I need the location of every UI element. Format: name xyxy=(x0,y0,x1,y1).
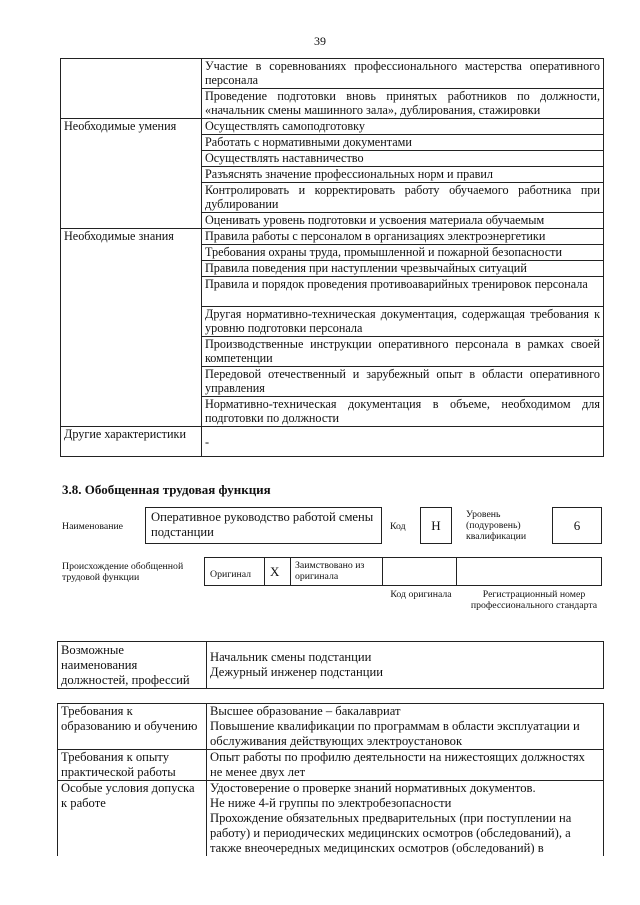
table-cell xyxy=(207,750,604,781)
reg-number-caption: Регистрационный номер профессионального стандарта xyxy=(470,589,598,611)
table-cell: Правила и порядок проведения противоаварийных тренировок персонала xyxy=(202,277,604,307)
table-cell: Разъяснять значение профессиональных норм и правил xyxy=(202,167,604,183)
table-label-cell: Особые условия допуска к работе xyxy=(58,781,207,857)
level-field: 6 xyxy=(552,507,602,544)
origin-divider xyxy=(382,557,383,586)
table-cell: Требования охраны труда, промышленной и пожарной безопасности xyxy=(202,245,604,261)
table-cell: Правила поведения при наступлении чрезвычайных ситуаций xyxy=(202,261,604,277)
code-label: Код xyxy=(390,521,406,532)
table-cell: Осуществлять наставничество xyxy=(202,151,604,167)
section-heading: 3.8. Обобщенная трудовая функция xyxy=(62,482,271,497)
skills-knowledge-table xyxy=(60,58,604,457)
requirement-line: Не ниже 4-й группы по электробезопасности xyxy=(210,796,452,810)
requirements-table xyxy=(57,703,604,856)
table-label-cell: Возможные наименования должностей, профессий xyxy=(58,642,207,689)
origin-divider xyxy=(290,557,291,586)
table-cell: Нормативно-техническая документация в объеме, необходимом для подготовки по должности xyxy=(202,397,604,427)
table-cell xyxy=(207,642,604,689)
positions-table xyxy=(57,641,604,689)
original-mark: X xyxy=(270,564,280,579)
table-cell: - xyxy=(202,427,604,457)
function-name-field: Оперативное руководство работой смены подстанции xyxy=(145,507,382,544)
table-cell: Работать с нормативными документами xyxy=(202,135,604,151)
table-label-cell: Требования к образованию и обучению xyxy=(58,704,207,750)
table-cell: Проведение подготовки вновь принятых работников по должности, «начальник смены машинного зала», дублирования, стажировки xyxy=(202,89,604,119)
table-cell: Оценивать уровень подготовки и усвоения материала обучаемым xyxy=(202,213,604,229)
requirement-line: Высшее образование – бакалавриат xyxy=(210,704,401,718)
table-cell: Производственные инструкции оперативного персонала в рамках своей компетенции xyxy=(202,337,604,367)
table-label-cell: Требования к опыту практической работы xyxy=(58,750,207,781)
position-item: Дежурный инженер подстанции xyxy=(210,665,383,679)
table-cell: Другая нормативно-техническая документация, содержащая требования к уровню подготовки персонала xyxy=(202,307,604,337)
table-cell: Участие в соревнованиях профессионального мастерства оперативного персонала xyxy=(202,59,604,89)
level-label: Уровень (подуровень) квалификации xyxy=(466,509,527,542)
table-cell: Передовой отечественный и зарубежный опыт в области оперативного управления xyxy=(202,367,604,397)
code-original-caption: Код оригинала xyxy=(390,589,452,600)
requirement-line: Опыт работы по профилю деятельности на нижестоящих должностях не менее двух лет xyxy=(210,750,585,779)
table-cell: Осуществлять самоподготовку xyxy=(202,119,604,135)
page-number: 39 xyxy=(314,34,326,48)
requirement-line: Удостоверение о проверке знаний нормативных документов. xyxy=(210,781,536,795)
table-cell xyxy=(207,704,604,750)
position-item: Начальник смены подстанции xyxy=(210,650,372,664)
name-label: Наименование xyxy=(62,521,124,532)
code-field: H xyxy=(420,507,452,544)
origin-divider xyxy=(264,557,265,586)
original-label: Оригинал xyxy=(210,569,252,580)
table-label-cell xyxy=(61,59,202,119)
borrowed-label: Заимствовано из оригинала xyxy=(295,560,365,582)
table-cell: Контролировать и корректировать работу обучаемого работника при дублировании xyxy=(202,183,604,213)
origin-label: Происхождение обобщенной трудовой функции xyxy=(62,561,184,583)
table-cell: Правила работы с персоналом в организациях электроэнергетики xyxy=(202,229,604,245)
requirement-line: Прохождение обязательных предварительных (при поступлении на работу) и периодических медицинских осмотров (обследований), а также внеочередных медицинских осмотров (обследований) в xyxy=(210,811,572,855)
table-label-cell: Другие характеристики xyxy=(61,427,202,457)
table-cell xyxy=(207,781,604,857)
requirement-line: Повышение квалификации по программам в области эксплуатации и обслуживания действующих электроустановок xyxy=(210,719,580,748)
table-label-cell: Необходимые умения xyxy=(61,119,202,229)
table-label-cell: Необходимые знания xyxy=(61,229,202,427)
origin-divider xyxy=(456,557,457,586)
